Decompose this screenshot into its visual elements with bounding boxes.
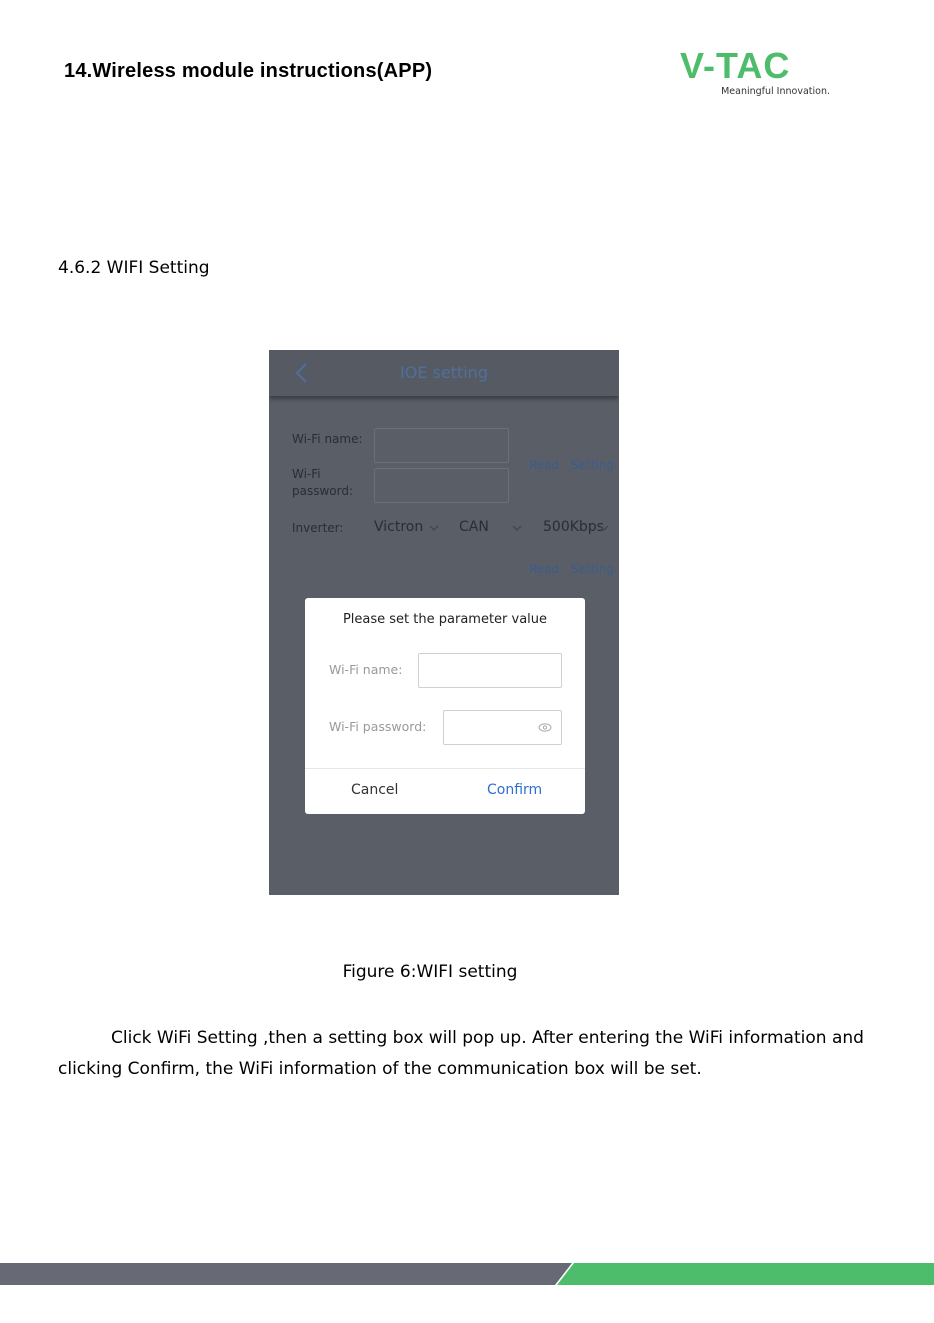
inverter-read-link[interactable]: Read [529,562,560,576]
dialog-divider [305,768,585,769]
app-header [269,350,619,396]
vtac-logo [680,45,832,100]
section-title: 4.6.2 WIFI Setting [58,258,210,278]
wifi-password-label-line2: password: [292,484,354,498]
dialog-wifi-password-label: Wi-Fi password: [329,719,427,734]
cancel-button[interactable]: Cancel [351,782,399,798]
wifi-read-link[interactable]: Read [529,458,560,472]
logo-tagline: Meaningful Innovation. [721,86,830,97]
inverter-brand-select[interactable]: Victron [374,519,424,535]
eye-icon[interactable] [538,723,552,732]
dialog-title: Please set the parameter value [342,612,548,627]
app-title: IOE setting [400,363,488,382]
wifi-password-field[interactable] [374,468,509,503]
wifi-name-field[interactable] [374,428,509,463]
wifi-name-label: Wi-Fi name: [292,432,363,446]
chevron-down-icon [599,525,609,532]
chevron-down-icon [512,525,522,532]
dialog-wifi-name-input[interactable] [418,653,562,688]
figure-caption: Figure 6:WIFI setting [342,962,518,982]
app-screenshot [269,350,619,895]
dialog-wifi-password-input[interactable] [443,710,562,745]
logo-wordmark: V-TAC [680,45,791,86]
wifi-setting-link[interactable]: Setting [571,458,614,472]
footer-bar [0,1263,934,1285]
protocol-select[interactable]: CAN [459,519,489,535]
confirm-button[interactable]: Confirm [487,782,543,798]
dialog-wifi-name-label: Wi-Fi name: [329,662,403,677]
wifi-setting-dialog [305,598,585,814]
inverter-label: Inverter: [292,521,344,535]
wifi-password-label-line1: Wi-Fi [292,467,321,481]
inverter-setting-link[interactable]: Setting [571,562,614,576]
page-heading: 14.Wireless module instructions(APP) [64,60,433,82]
wifi-password-label [292,466,353,500]
body-paragraph: Click WiFi Setting ,then a setting box will pop up. After entering the WiFi information and clicking Confirm, the WiFi information of the communication box will be set. [58,1028,864,1079]
chevron-down-icon [429,525,439,532]
footer-gray-band [0,1263,572,1285]
footer-green-band [557,1263,934,1285]
baud-rate-select[interactable]: 500Kbps [543,519,604,535]
